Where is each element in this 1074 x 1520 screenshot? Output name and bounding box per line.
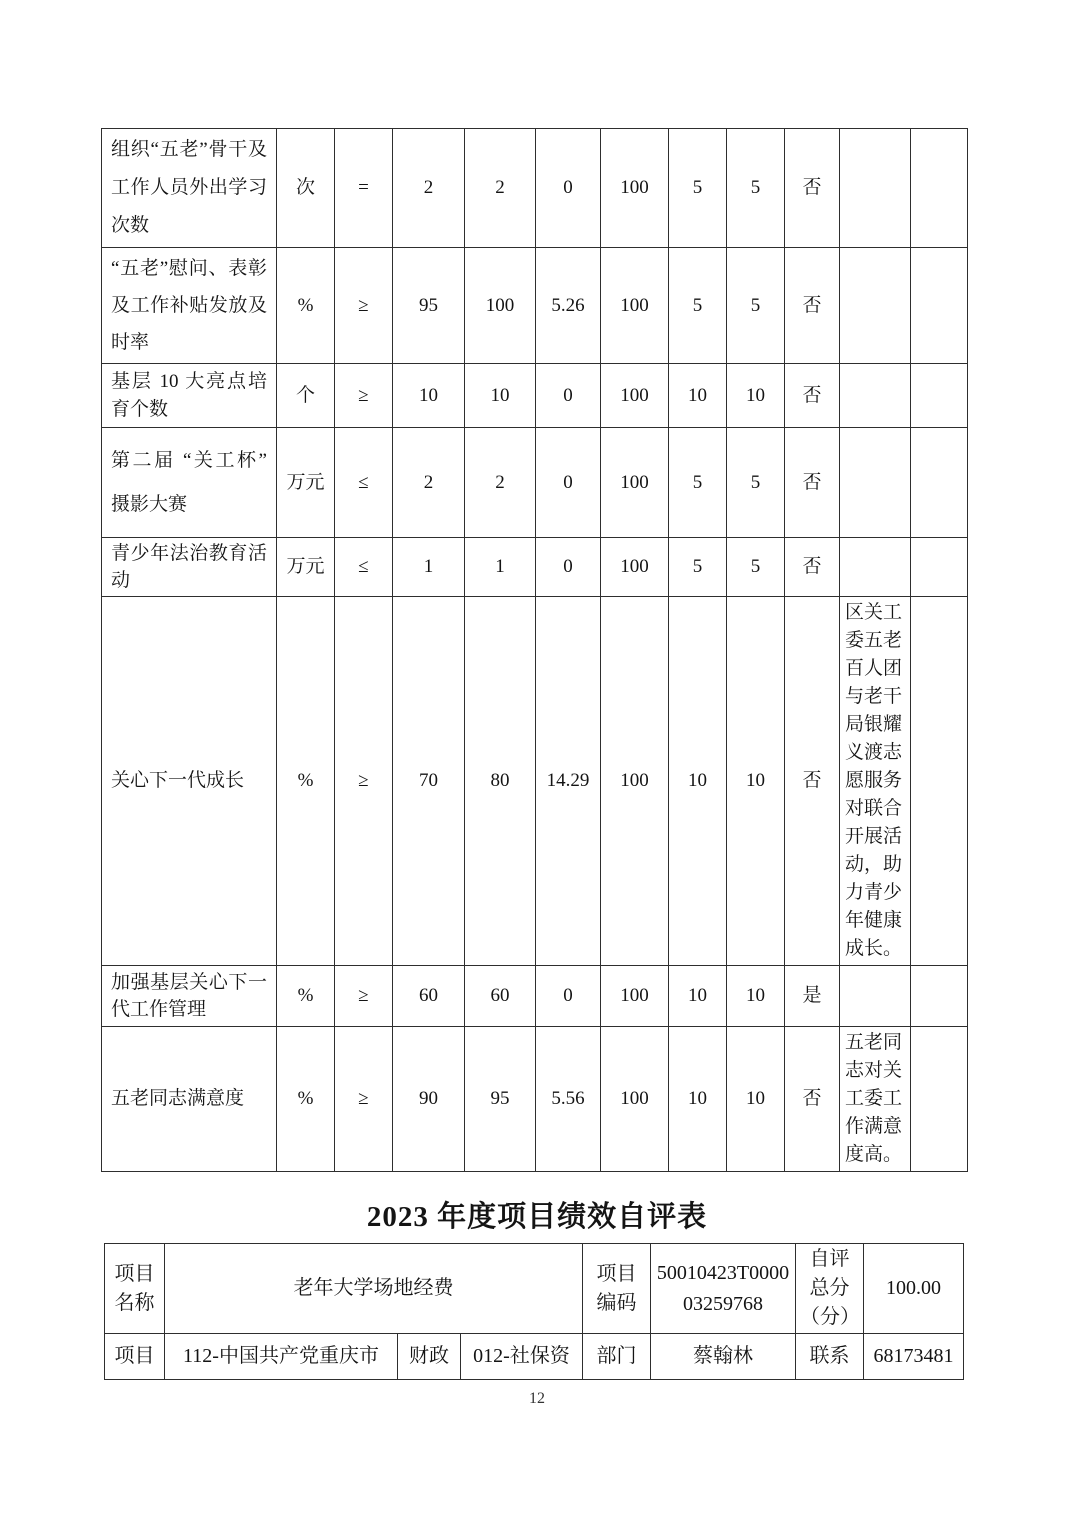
remark-cell bbox=[840, 538, 911, 597]
remark-cell bbox=[840, 428, 911, 538]
table-row bbox=[102, 966, 968, 1027]
actual-cell: 10 bbox=[465, 364, 536, 428]
deviation-cell: 5.56 bbox=[536, 1027, 601, 1172]
actual-cell: 100 bbox=[465, 248, 536, 364]
flag-cell: 否 bbox=[785, 248, 840, 364]
target-cell: 10 bbox=[393, 364, 465, 428]
extra-cell bbox=[911, 1027, 968, 1172]
self-score-label-cell: 自评总分（分） bbox=[796, 1244, 864, 1334]
op-cell: ≥ bbox=[335, 248, 393, 364]
rate-cell: 100 bbox=[601, 966, 669, 1027]
remark-cell bbox=[840, 129, 911, 248]
rate-cell: 100 bbox=[601, 597, 669, 966]
table-row bbox=[102, 248, 968, 364]
extra-cell bbox=[911, 597, 968, 966]
deviation-cell: 14.29 bbox=[536, 597, 601, 966]
project-code-label-cell: 项目编码 bbox=[583, 1244, 651, 1334]
target-cell: 2 bbox=[393, 428, 465, 538]
score-cell: 10 bbox=[727, 966, 785, 1027]
indicator-cell: 青少年法治教育活动 bbox=[102, 538, 277, 597]
flag-cell: 否 bbox=[785, 428, 840, 538]
rate-cell: 100 bbox=[601, 428, 669, 538]
project-name-label-cell: 项目名称 bbox=[105, 1244, 165, 1334]
table-row bbox=[105, 1334, 964, 1380]
op-cell: ≥ bbox=[335, 966, 393, 1027]
flag-cell: 否 bbox=[785, 597, 840, 966]
rate-cell: 100 bbox=[601, 1027, 669, 1172]
table-row bbox=[102, 538, 968, 597]
rate-cell: 100 bbox=[601, 129, 669, 248]
indicator-cell: 关心下一代成长 bbox=[102, 597, 277, 966]
section-title: 2023 年度项目绩效自评表 bbox=[366, 1201, 708, 1233]
org-value-cell: 112-中国共产党重庆市 bbox=[165, 1334, 398, 1380]
op-cell: ≥ bbox=[335, 1027, 393, 1172]
actual-cell: 95 bbox=[465, 1027, 536, 1172]
self-eval-table bbox=[104, 1243, 964, 1380]
finance-label-cell: 财政 bbox=[398, 1334, 461, 1380]
weight-cell: 10 bbox=[669, 597, 727, 966]
table-row bbox=[105, 1244, 964, 1334]
extra-cell bbox=[911, 538, 968, 597]
weight-cell: 5 bbox=[669, 248, 727, 364]
flag-cell: 否 bbox=[785, 538, 840, 597]
indicator-cell: “五老”慰问、表彰 及工作补贴发放及时率 bbox=[102, 248, 277, 364]
deviation-cell: 0 bbox=[536, 538, 601, 597]
remark-cell bbox=[840, 364, 911, 428]
page-number: 12 bbox=[529, 1390, 545, 1407]
unit-cell: 万元 bbox=[277, 428, 335, 538]
target-cell: 70 bbox=[393, 597, 465, 966]
flag-cell: 否 bbox=[785, 364, 840, 428]
deviation-cell: 0 bbox=[536, 364, 601, 428]
unit-cell: 个 bbox=[277, 364, 335, 428]
unit-cell: 次 bbox=[277, 129, 335, 248]
extra-cell bbox=[911, 129, 968, 248]
rate-cell: 100 bbox=[601, 364, 669, 428]
indicator-cell: 加强基层关心下一代工作管理 bbox=[102, 966, 277, 1027]
deviation-cell: 0 bbox=[536, 129, 601, 248]
score-cell: 10 bbox=[727, 364, 785, 428]
deviation-cell: 5.26 bbox=[536, 248, 601, 364]
table-row bbox=[102, 428, 968, 538]
table-row bbox=[102, 129, 968, 248]
project-label-cell: 项目 bbox=[105, 1334, 165, 1380]
weight-cell: 10 bbox=[669, 364, 727, 428]
target-cell: 1 bbox=[393, 538, 465, 597]
fund-value-cell: 012-社保资 bbox=[461, 1334, 583, 1380]
actual-cell: 60 bbox=[465, 966, 536, 1027]
score-cell: 10 bbox=[727, 1027, 785, 1172]
score-cell: 5 bbox=[727, 428, 785, 538]
score-cell: 5 bbox=[727, 129, 785, 248]
contact-name-cell: 蔡翰林 bbox=[651, 1334, 796, 1380]
remark-cell: 五老同志对关工委工作满意度高。 bbox=[840, 1027, 911, 1172]
extra-cell bbox=[911, 248, 968, 364]
extra-cell bbox=[911, 428, 968, 538]
extra-cell bbox=[911, 364, 968, 428]
flag-cell: 否 bbox=[785, 129, 840, 248]
op-cell: ≥ bbox=[335, 597, 393, 966]
remark-cell bbox=[840, 966, 911, 1027]
unit-cell: % bbox=[277, 966, 335, 1027]
target-cell: 60 bbox=[393, 966, 465, 1027]
unit-cell: % bbox=[277, 1027, 335, 1172]
target-cell: 2 bbox=[393, 129, 465, 248]
phone-value-cell: 68173481 bbox=[864, 1334, 964, 1380]
self-score-value-cell: 100.00 bbox=[864, 1244, 964, 1334]
project-name-value-cell: 老年大学场地经费 bbox=[165, 1244, 583, 1334]
indicator-cell: 组织“五老”骨干及工作人员外出学习次数 bbox=[102, 129, 277, 248]
flag-cell: 否 bbox=[785, 1027, 840, 1172]
deviation-cell: 0 bbox=[536, 428, 601, 538]
contact-label-cell: 联系 bbox=[796, 1334, 864, 1380]
score-cell: 5 bbox=[727, 538, 785, 597]
target-cell: 95 bbox=[393, 248, 465, 364]
rate-cell: 100 bbox=[601, 538, 669, 597]
op-cell: ≤ bbox=[335, 428, 393, 538]
score-cell: 5 bbox=[727, 248, 785, 364]
remark-cell: 区关工委五老百人团与老干局银耀义渡志愿服务对联合开展活动，助力青少年健康成长。 bbox=[840, 597, 911, 966]
remark-cell bbox=[840, 248, 911, 364]
unit-cell: % bbox=[277, 597, 335, 966]
weight-cell: 5 bbox=[669, 129, 727, 248]
op-cell: ≥ bbox=[335, 364, 393, 428]
department-label-cell: 部门 bbox=[583, 1334, 651, 1380]
indicator-cell: 基层 10 大亮点培育个数 bbox=[102, 364, 277, 428]
actual-cell: 80 bbox=[465, 597, 536, 966]
deviation-cell: 0 bbox=[536, 966, 601, 1027]
unit-cell: % bbox=[277, 248, 335, 364]
table-row bbox=[102, 1027, 968, 1172]
table-row bbox=[102, 597, 968, 966]
rate-cell: 100 bbox=[601, 248, 669, 364]
extra-cell bbox=[911, 966, 968, 1027]
flag-cell: 是 bbox=[785, 966, 840, 1027]
project-code-value-cell: 50010423T000003259768 bbox=[651, 1244, 796, 1334]
weight-cell: 10 bbox=[669, 1027, 727, 1172]
unit-cell: 万元 bbox=[277, 538, 335, 597]
target-cell: 90 bbox=[393, 1027, 465, 1172]
weight-cell: 5 bbox=[669, 428, 727, 538]
op-cell: ≤ bbox=[335, 538, 393, 597]
op-cell: = bbox=[335, 129, 393, 248]
indicator-cell: 五老同志满意度 bbox=[102, 1027, 277, 1172]
weight-cell: 10 bbox=[669, 966, 727, 1027]
table-row bbox=[102, 364, 968, 428]
actual-cell: 2 bbox=[465, 428, 536, 538]
weight-cell: 5 bbox=[669, 538, 727, 597]
actual-cell: 1 bbox=[465, 538, 536, 597]
indicator-table bbox=[101, 128, 968, 1172]
indicator-cell: 第二届 “关工杯” 摄影大赛 bbox=[102, 428, 277, 538]
actual-cell: 2 bbox=[465, 129, 536, 248]
score-cell: 10 bbox=[727, 597, 785, 966]
